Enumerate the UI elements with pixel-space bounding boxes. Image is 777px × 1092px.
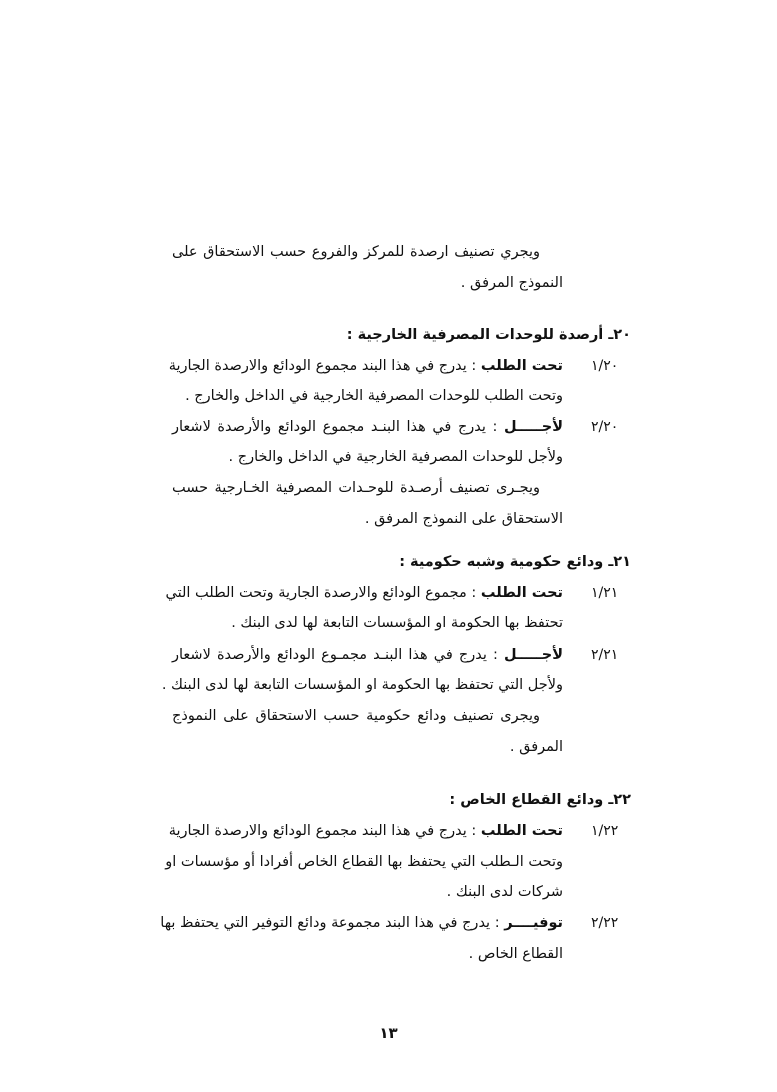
item-line — [169, 820, 563, 842]
section-heading: ٢١ـ ودائع حكومية وشبه حكومية : — [399, 554, 631, 570]
page-number: ١٣ — [379, 1024, 398, 1042]
note-line: الاستحقاق على النموذج المرفق . — [364, 511, 563, 527]
item-line: وتحت الطلب للوحدات المصرفية الخارجية في الداخل والخارج . — [185, 388, 563, 404]
item-line: وتحت الـطلب التي يحتفظ بها القطاع الخاص أفرادا أو مؤسسات او — [165, 854, 563, 870]
item-term: تحت الطلب — [480, 823, 563, 839]
item-text: : يدرج في هذا البنـد مجموع الودائع والأرصدة لاشعار — [172, 419, 505, 435]
item-line — [172, 644, 563, 666]
item-number: ١/٢٢ — [591, 823, 619, 839]
item-line — [172, 416, 563, 438]
intro-line: النموذج المرفق . — [460, 275, 563, 291]
item-term: تحت الطلب — [480, 358, 563, 374]
item-line: القطاع الخاص . — [468, 946, 563, 962]
item-line — [169, 355, 563, 377]
item-number: ٢/٢٢ — [591, 915, 619, 931]
item-line: ولأجل التي تحتفظ بها الحكومة او المؤسسات التابعة لها لدى البنك . — [161, 677, 563, 693]
item-line — [166, 582, 563, 604]
item-text: : يدرج في هذا البنـد مجمـوع الودائع والأرصدة لاشعار — [172, 647, 505, 663]
intro-line: ويجري تصنيف ارصدة للمركز والفروع حسب الاستحقاق على — [172, 244, 540, 260]
item-number: ٢/٢٠ — [591, 419, 619, 435]
item-text: : يدرج في هذا البند مجموع الودائع والارصدة الجارية — [168, 358, 481, 374]
section-heading: ٢٠ـ أرصدة للوحدات المصرفية الخارجية : — [346, 327, 631, 343]
item-text: : مجموع الودائع والارصدة الجارية وتحت الطلب التي — [165, 585, 481, 601]
item-number: ١/٢٠ — [591, 358, 619, 374]
note-line: المرفق . — [509, 739, 563, 755]
item-text: : يدرج في هذا البند مجموع الودائع والارصدة الجارية — [168, 823, 481, 839]
note-line: ويجرى تصنيف ودائع حكومية حسب الاستحقاق على النموذج — [172, 708, 540, 724]
item-term: توفيــــر — [504, 915, 563, 931]
note-line: ويجـرى تصنيف أرصـدة للوحـدات المصرفية الخـارجية حسب — [172, 480, 540, 496]
item-term: لأجـــــل — [504, 647, 563, 663]
item-text: : يدرج في هذا البند مجموعة ودائع التوفير التي يحتفظ بها — [160, 915, 505, 931]
item-line: تحتفظ بها الحكومة او المؤسسات التابعة لها لدى البنك . — [231, 615, 563, 631]
item-number: ١/٢١ — [591, 585, 619, 601]
item-line: شركات لدى البنك . — [446, 884, 563, 900]
section-heading: ٢٢ـ ودائع القطاع الخاص : — [449, 792, 631, 808]
item-number: ٢/٢١ — [591, 647, 619, 663]
item-term: لأجـــــل — [504, 419, 563, 435]
item-line: ولأجل للوحدات المصرفية الخارجية في الداخل والخارج . — [228, 449, 563, 465]
item-term: تحت الطلب — [480, 585, 563, 601]
item-line — [160, 912, 563, 934]
